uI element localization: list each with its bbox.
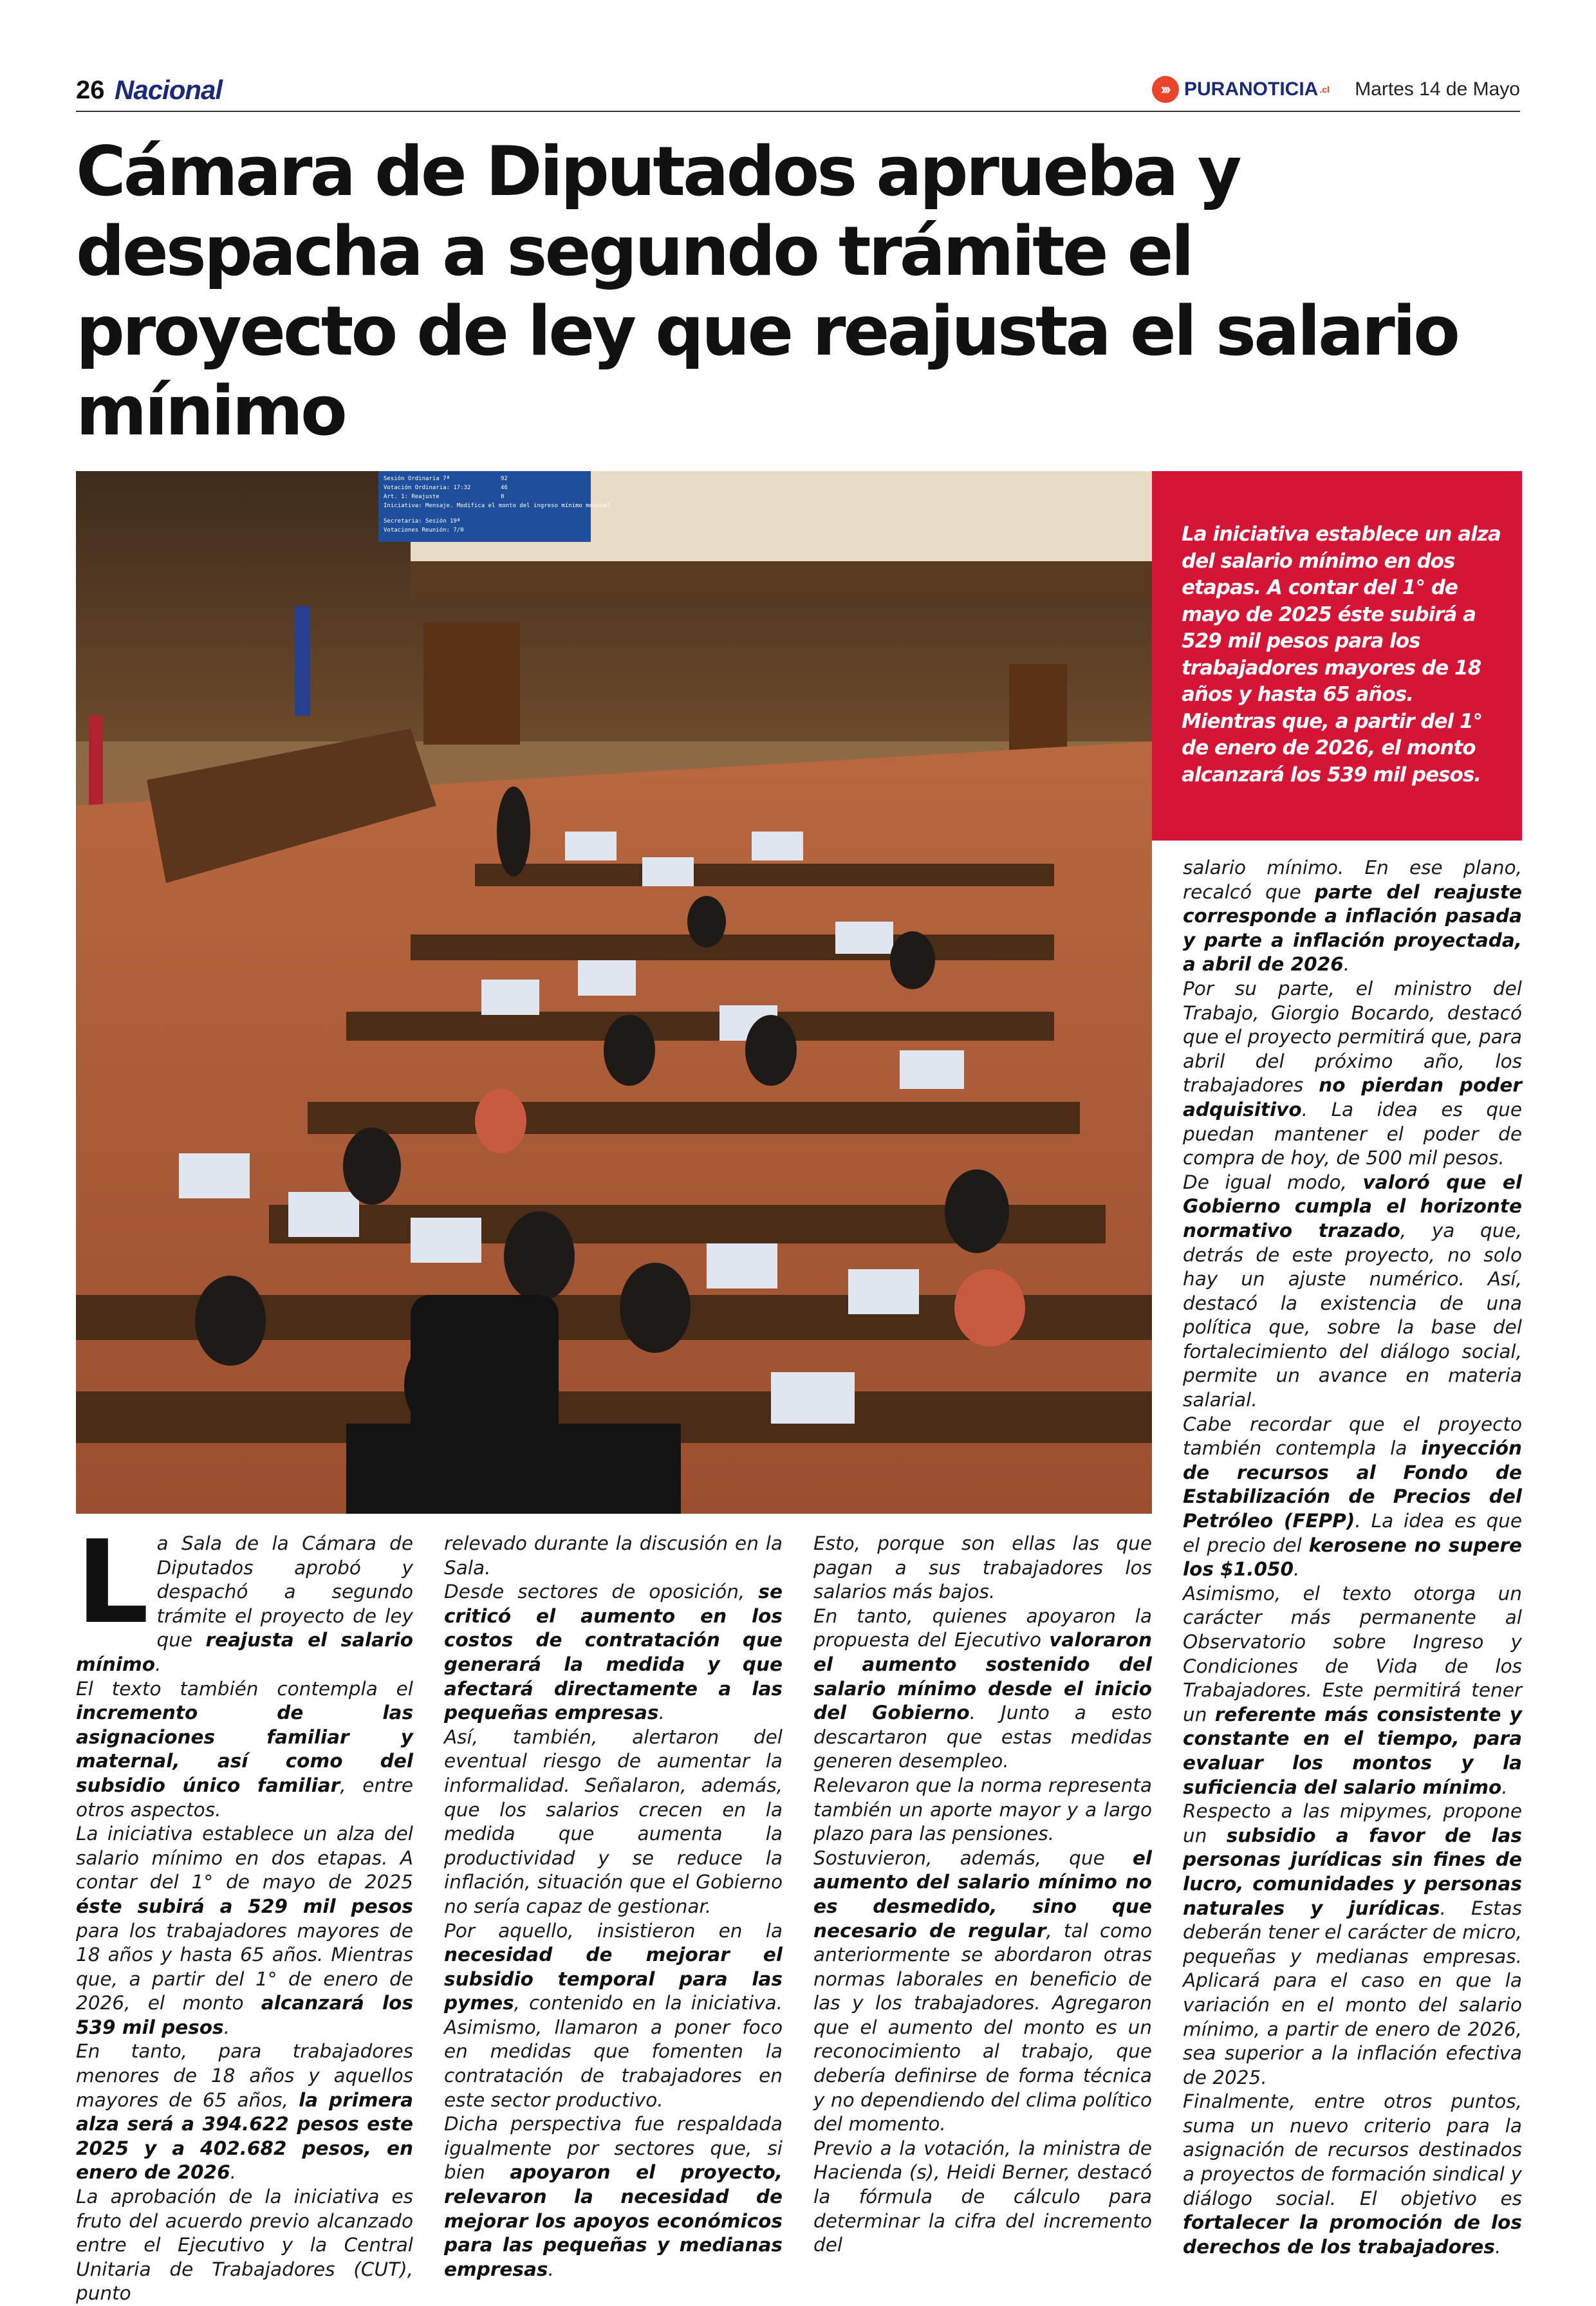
emphasis: subsidio a favor de las personas jurídicas sin fines de lucro, comunidades y personas naturales y jurídicas <box>1183 1824 1522 1919</box>
page-number: 26 <box>76 76 105 104</box>
svg-text:Secretaria: Sesión 19ª: Secretaria: Sesión 19ª <box>384 518 461 525</box>
svg-text:0: 0 <box>501 494 505 500</box>
paragraph: Previo a la votación, la ministra de Hacienda (s), Heidi Berner, destacó la fórmula de cálculo para determinar la cifra del incremento del <box>813 2137 1152 2256</box>
paragraph: En tanto, para trabajadores menores de 18 años y aquellos mayores de 65 años, la primera alza será a 394.622 pesos este 2025 y a 402.682 pesos, en enero de 2026. <box>76 2040 413 2184</box>
paragraph: Por aquello, insistieron en la necesidad de mejorar el subsidio temporal para las pymes, contenido en la iniciativa. Asimismo, llamaron a poner foco en medidas que fomenten la contratación de trabajadores en este sector productivo. <box>444 1919 783 2111</box>
emphasis: apoyaron el proyecto, relevaron la necesidad de mejorar los apoyos económicos para las pequeñas y medianas empresas <box>444 2161 783 2280</box>
emphasis: parte del reajuste corresponde a inflación pasada y parte a inflación proyectada, a abril de 2026 <box>1183 880 1522 976</box>
callout-box <box>1152 471 1522 841</box>
emphasis: incremento de las asignaciones familiar y maternal, así como del subsidio único familiar <box>76 1702 413 1796</box>
column-text <box>1183 856 1522 2259</box>
svg-text:92: 92 <box>501 476 508 482</box>
column-text <box>444 1532 783 2282</box>
paragraph: En tanto, quienes apoyaron la propuesta del Ejecutivo valoraron el aumento sostenido del salario mínimo desde el inicio del Gobierno. Junto a esto descartaron que estas medidas generen desempleo. <box>813 1604 1152 1772</box>
paragraph: a Sala de la Cámara de Diputados aprobó y despachó a segundo trámite el proyecto de ley que reajusta el salario mínimo. <box>76 1532 414 1675</box>
headline: Cámara de Diputados aprueba y despacha a segundo trámite el proyecto de ley que reajusta el salario mínimo <box>76 132 1458 451</box>
paragraph: Cabe recordar que el proyecto también contempla la inyección de recursos al Fondo de Estabilización de Precios del Petróleo (FEPP). La idea es que el precio del kerosene no supere los $1.050. <box>1183 1413 1523 1581</box>
emphasis: necesidad de mejorar el subsidio temporal para las pymes <box>444 1944 783 2014</box>
emphasis: éste subirá a 529 mil pesos <box>76 1895 413 1917</box>
svg-text:46: 46 <box>501 485 508 491</box>
logo-suffix: .cl <box>1319 84 1330 95</box>
article-column-1 <box>76 1516 414 2306</box>
column-text <box>813 1532 1152 2258</box>
emphasis: se criticó el aumento en los costos de contratación que generará la medida y que afectará directamente a las pequeñas empresas <box>444 1581 783 1724</box>
emphasis: no pierdan poder adquisitivo <box>1183 1074 1522 1120</box>
svg-text:Sesión Ordinaria 7ª: Sesión Ordinaria 7ª <box>384 476 450 482</box>
issue-date: Martes 14 de Mayo <box>1355 79 1520 100</box>
svg-text:Art. 1: Reajuste: Art. 1: Reajuste <box>384 494 440 500</box>
section-name: Nacional <box>115 75 223 105</box>
emphasis: alcanzará los 539 mil pesos <box>76 1992 413 2038</box>
article-column-3 <box>813 1532 1152 2258</box>
article-column-2 <box>444 1532 783 2282</box>
paragraph: El texto también contempla el incremento de las asignaciones familiar y maternal, así como del subsidio único familiar, entre otros aspectos. <box>76 1677 413 1821</box>
paragraph: Por su parte, el ministro del Trabajo, Giorgio Bocardo, destacó que el proyecto permitirá que, para abril del próximo año, los trabajadores no pierdan poder adquisitivo. La idea es que puedan mantener el poder de compra de hoy, de 500 mil pesos. <box>1183 977 1523 1169</box>
emphasis: valoró que el Gobierno cumpla el horizonte normativo trazado <box>1183 1171 1522 1241</box>
emphasis: inyección de recursos al Fondo de Estabilización de Precios del Petróleo (FEPP) <box>1183 1437 1522 1532</box>
paragraph: Así, también, alertaron del eventual riesgo de aumentar la informalidad. Señalaron, además, que los salarios crecen en la medida que aumenta la productividad y se reduce la inflación, situación que el Gobierno no sería capaz de gestionar. <box>444 1725 783 1917</box>
paragraph: relevado durante la discusión en la Sala. <box>444 1532 783 1579</box>
paragraph: De igual modo, valoró que el Gobierno cumpla el horizonte normativo trazado, ya que, detrás de este proyecto, no solo hay un ajuste numérico. Así, destacó la existencia de una política que, sobre la base del fortalecimiento del diálogo social, permite un avance en materia salarial. <box>1183 1171 1522 1411</box>
article-column-4 <box>1183 856 1522 2259</box>
chamber-photo <box>76 471 1152 1514</box>
publisher-logo[interactable] <box>1152 76 1330 103</box>
svg-text:Votaciones Reunión: 7/0: Votaciones Reunión: 7/0 <box>384 527 464 534</box>
paragraph: Relevaron que la norma representa también un aporte mayor y a largo plazo para las pensiones. <box>813 1774 1152 1845</box>
header-divider <box>76 111 1520 112</box>
logo-text: PURANOTICIA <box>1184 79 1319 100</box>
emphasis: la primera alza será a 394.622 pesos este 2025 y a 402.682 pesos, en enero de 2026 <box>76 2088 413 2184</box>
emphasis: reajusta el salario mínimo <box>76 1629 414 1675</box>
paragraph: Desde sectores de oposición, se criticó el aumento en los costos de contratación que generará la medida y que afectará directamente a las pequeñas empresas. <box>444 1581 783 1724</box>
emphasis: valoraron el aumento sostenido del salario mínimo desde el inicio del Gobierno <box>813 1629 1152 1724</box>
paragraph: La iniciativa establece un alza del salario mínimo en dos etapas. A contar del 1° de mayo de 2025 éste subirá a 529 mil pesos para los trabajadores mayores de 18 años y hasta 65 años. Mientras que, a partir del 1° de enero de 2026, el monto alcanzará los 539 mil pesos. <box>76 1823 413 2038</box>
svg-text:Votación Ordinaria: 17:32: Votación Ordinaria: 17:32 <box>384 485 471 491</box>
emphasis: fortalecer la promoción de los derechos de los trabajadores <box>1183 2211 1522 2258</box>
emphasis: el aumento del salario mínimo no es desmedido, sino que necesario de regular <box>813 1846 1152 1942</box>
drop-cap: L <box>76 1516 149 1649</box>
svg-text:Iniciativa: Mensaje. Modifica: Iniciativa: Mensaje. Modifica el monto del ingreso mínimo mensual <box>384 503 611 509</box>
paragraph: Respecto a las mipymes, propone un subsidio a favor de las personas jurídicas sin fines de lucro, comunidades y personas naturales y jurídicas. Estas deberán tener el carácter de micro, pequeñas y medianas empresas. Aplicará para el caso en que la variación en el monto del salario mínimo, a partir de enero de 2026, sea superior a la inflación efectiva de 2025. <box>1183 1800 1522 2088</box>
emphasis: kerosene no supere los $1.050 <box>1183 1534 1522 1581</box>
callout-text: La iniciativa establece un alza del salario mínimo en dos etapas. A contar del 1° de mayo de 2025 éste subirá a 529 mil pesos para los trabajadores mayores de 18 años y hasta 65 años. Mientras que, a partir del 1° de enero de 2026, el monto alcanzará los 539 mil pesos. <box>1182 523 1501 786</box>
paragraph: Dicha perspectiva fue respaldada igualmente por sectores que, si bien apoyaron el proyecto, relevaron la necesidad de mejorar los apoyos económicos para las pequeñas y medianas empresas. <box>444 2113 783 2280</box>
paragraph: La aprobación de la iniciativa es fruto del acuerdo previo alcanzado entre el Ejecutivo y la Central Unitaria de Trabajadores (CUT), punto <box>76 2186 413 2305</box>
paragraph: salario mínimo. En ese plano, recalcó que parte del reajuste corresponde a inflación pasada y parte a inflación proyectada, a abril de 2026. <box>1183 857 1522 976</box>
emphasis: referente más consistente y constante en el tiempo, para evaluar los montos y la suficiencia del salario mínimo <box>1183 1703 1522 1798</box>
paragraph: Asimismo, el texto otorga un carácter más permanente al Observatorio sobre Ingreso y Condiciones de Vida de los Trabajadores. Este permitirá tener un referente más consistente y constante en el tiempo, para evaluar los montos y la suficiencia del salario mínimo. <box>1183 1582 1522 1798</box>
paragraph: Finalmente, entre otros puntos, suma un nuevo criterio para la asignación de recursos destinados a proyectos de formación sindical y diálogo social. El objetivo es fortalecer la promoción de los derechos de los trabajadores. <box>1183 2090 1522 2258</box>
paragraph: Sostuvieron, además, que el aumento del salario mínimo no es desmedido, sino que necesario de regular, tal como anteriormente se abordaron otras normas laborales en beneficio de las y los trabajadores. Agregaron que el aumento del monto es un reconocimiento al trabajo, que debería definirse de forma técnica y no dependiendo del clima político del momento. <box>813 1846 1152 2135</box>
paragraph: Esto, porque son ellas las que pagan a sus trabajadores los salarios más bajos. <box>813 1532 1152 1603</box>
logo-play-icon: ››› <box>1152 76 1179 103</box>
